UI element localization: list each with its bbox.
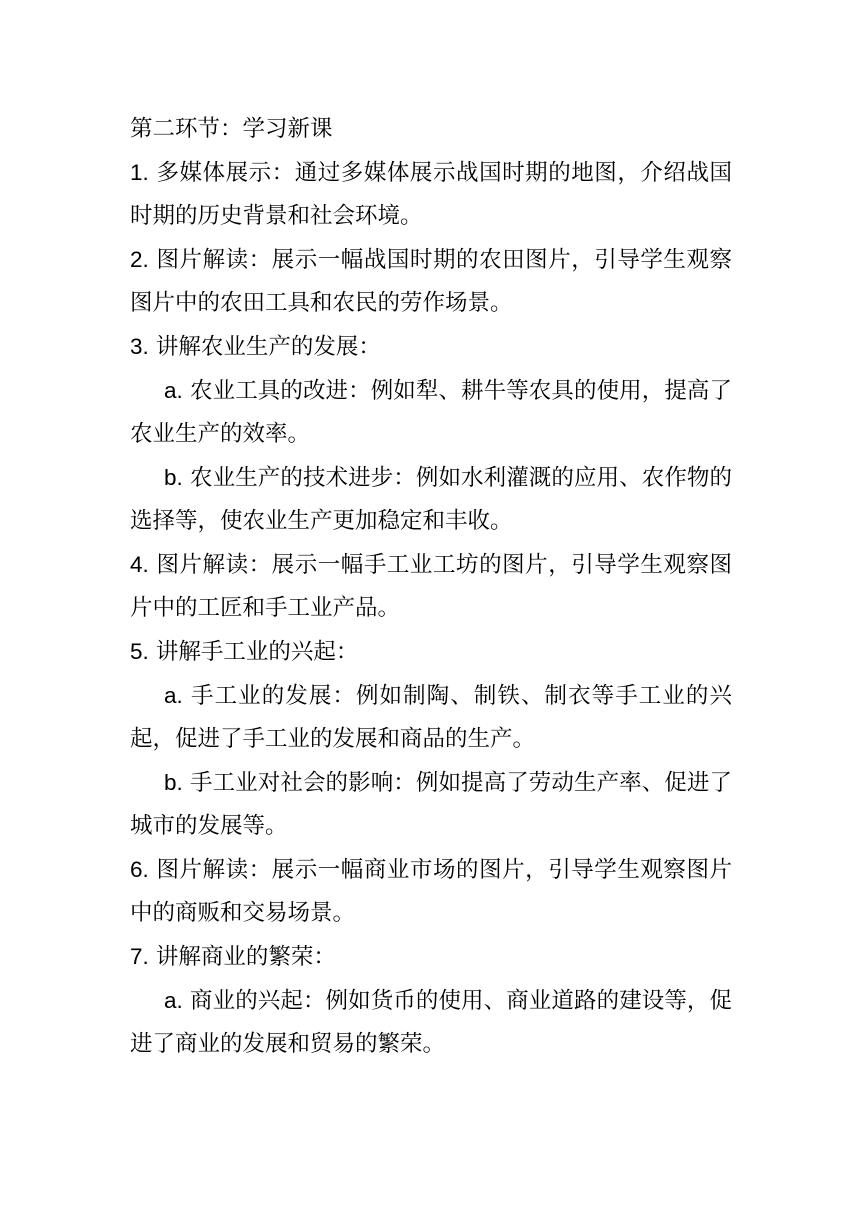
sub-item-7a xyxy=(130,979,732,1066)
list-marker: a. xyxy=(164,683,183,708)
list-marker: 5. xyxy=(130,639,149,664)
paragraph-text: 商业的兴起：例如货币的使用、商业道路的建设等，促进了商业的发展和贸易的繁荣。 xyxy=(130,988,732,1057)
paragraph-text: 图片解读：展示一幅手工业工坊的图片，引导学生观察图片中的工匠和手工业产品。 xyxy=(130,552,732,621)
section-heading: 第二环节：学习新课 xyxy=(130,116,333,142)
sub-item-3a xyxy=(130,369,732,456)
list-marker: b. xyxy=(164,465,183,490)
list-marker: 6. xyxy=(130,857,149,882)
list-marker: 1. xyxy=(130,160,149,185)
document-page xyxy=(130,108,732,1066)
list-marker: 4. xyxy=(130,552,149,577)
paragraph-text: 图片解读：展示一幅战国时期的农田图片，引导学生观察图片中的农田工具和农民的劳作场景。 xyxy=(130,247,732,316)
list-marker: a. xyxy=(164,378,183,403)
paragraph-text: 讲解农业生产的发展： xyxy=(155,334,381,360)
list-marker: 2. xyxy=(130,247,149,272)
paragraph-text: 讲解手工业的兴起： xyxy=(155,639,359,665)
paragraph-item-3 xyxy=(130,325,732,369)
list-marker: a. xyxy=(164,988,183,1013)
paragraph-text: 农业工具的改进：例如犁、耕牛等农具的使用，提高了农业生产的效率。 xyxy=(130,378,732,447)
paragraph-item-2 xyxy=(130,238,732,325)
sub-item-5a xyxy=(130,674,732,761)
paragraph-item-5 xyxy=(130,630,732,674)
sub-item-3b xyxy=(130,456,732,543)
paragraph-item-6 xyxy=(130,848,732,935)
list-marker: b. xyxy=(164,770,183,795)
paragraph-text: 讲解商业的繁荣： xyxy=(155,944,336,970)
list-marker: 7. xyxy=(130,944,149,969)
paragraph-text: 多媒体展示：通过多媒体展示战国时期的地图，介绍战国时期的历史背景和社会环境。 xyxy=(130,160,732,229)
paragraph-item-1 xyxy=(130,151,732,238)
sub-item-5b xyxy=(130,761,732,848)
paragraph-text: 手工业的发展：例如制陶、制铁、制衣等手工业的兴起，促进了手工业的发展和商品的生产。 xyxy=(130,683,732,752)
paragraph-text: 手工业对社会的影响：例如提高了劳动生产率、促进了城市的发展等。 xyxy=(130,770,732,839)
paragraph-item-4 xyxy=(130,543,732,630)
paragraph-item-7 xyxy=(130,935,732,979)
paragraph-text: 图片解读：展示一幅商业市场的图片，引导学生观察图片中的商贩和交易场景。 xyxy=(130,857,732,926)
list-marker: 3. xyxy=(130,334,149,359)
paragraph-text: 农业生产的技术进步：例如水利灌溉的应用、农作物的选择等，使农业生产更加稳定和丰收。 xyxy=(130,465,732,534)
